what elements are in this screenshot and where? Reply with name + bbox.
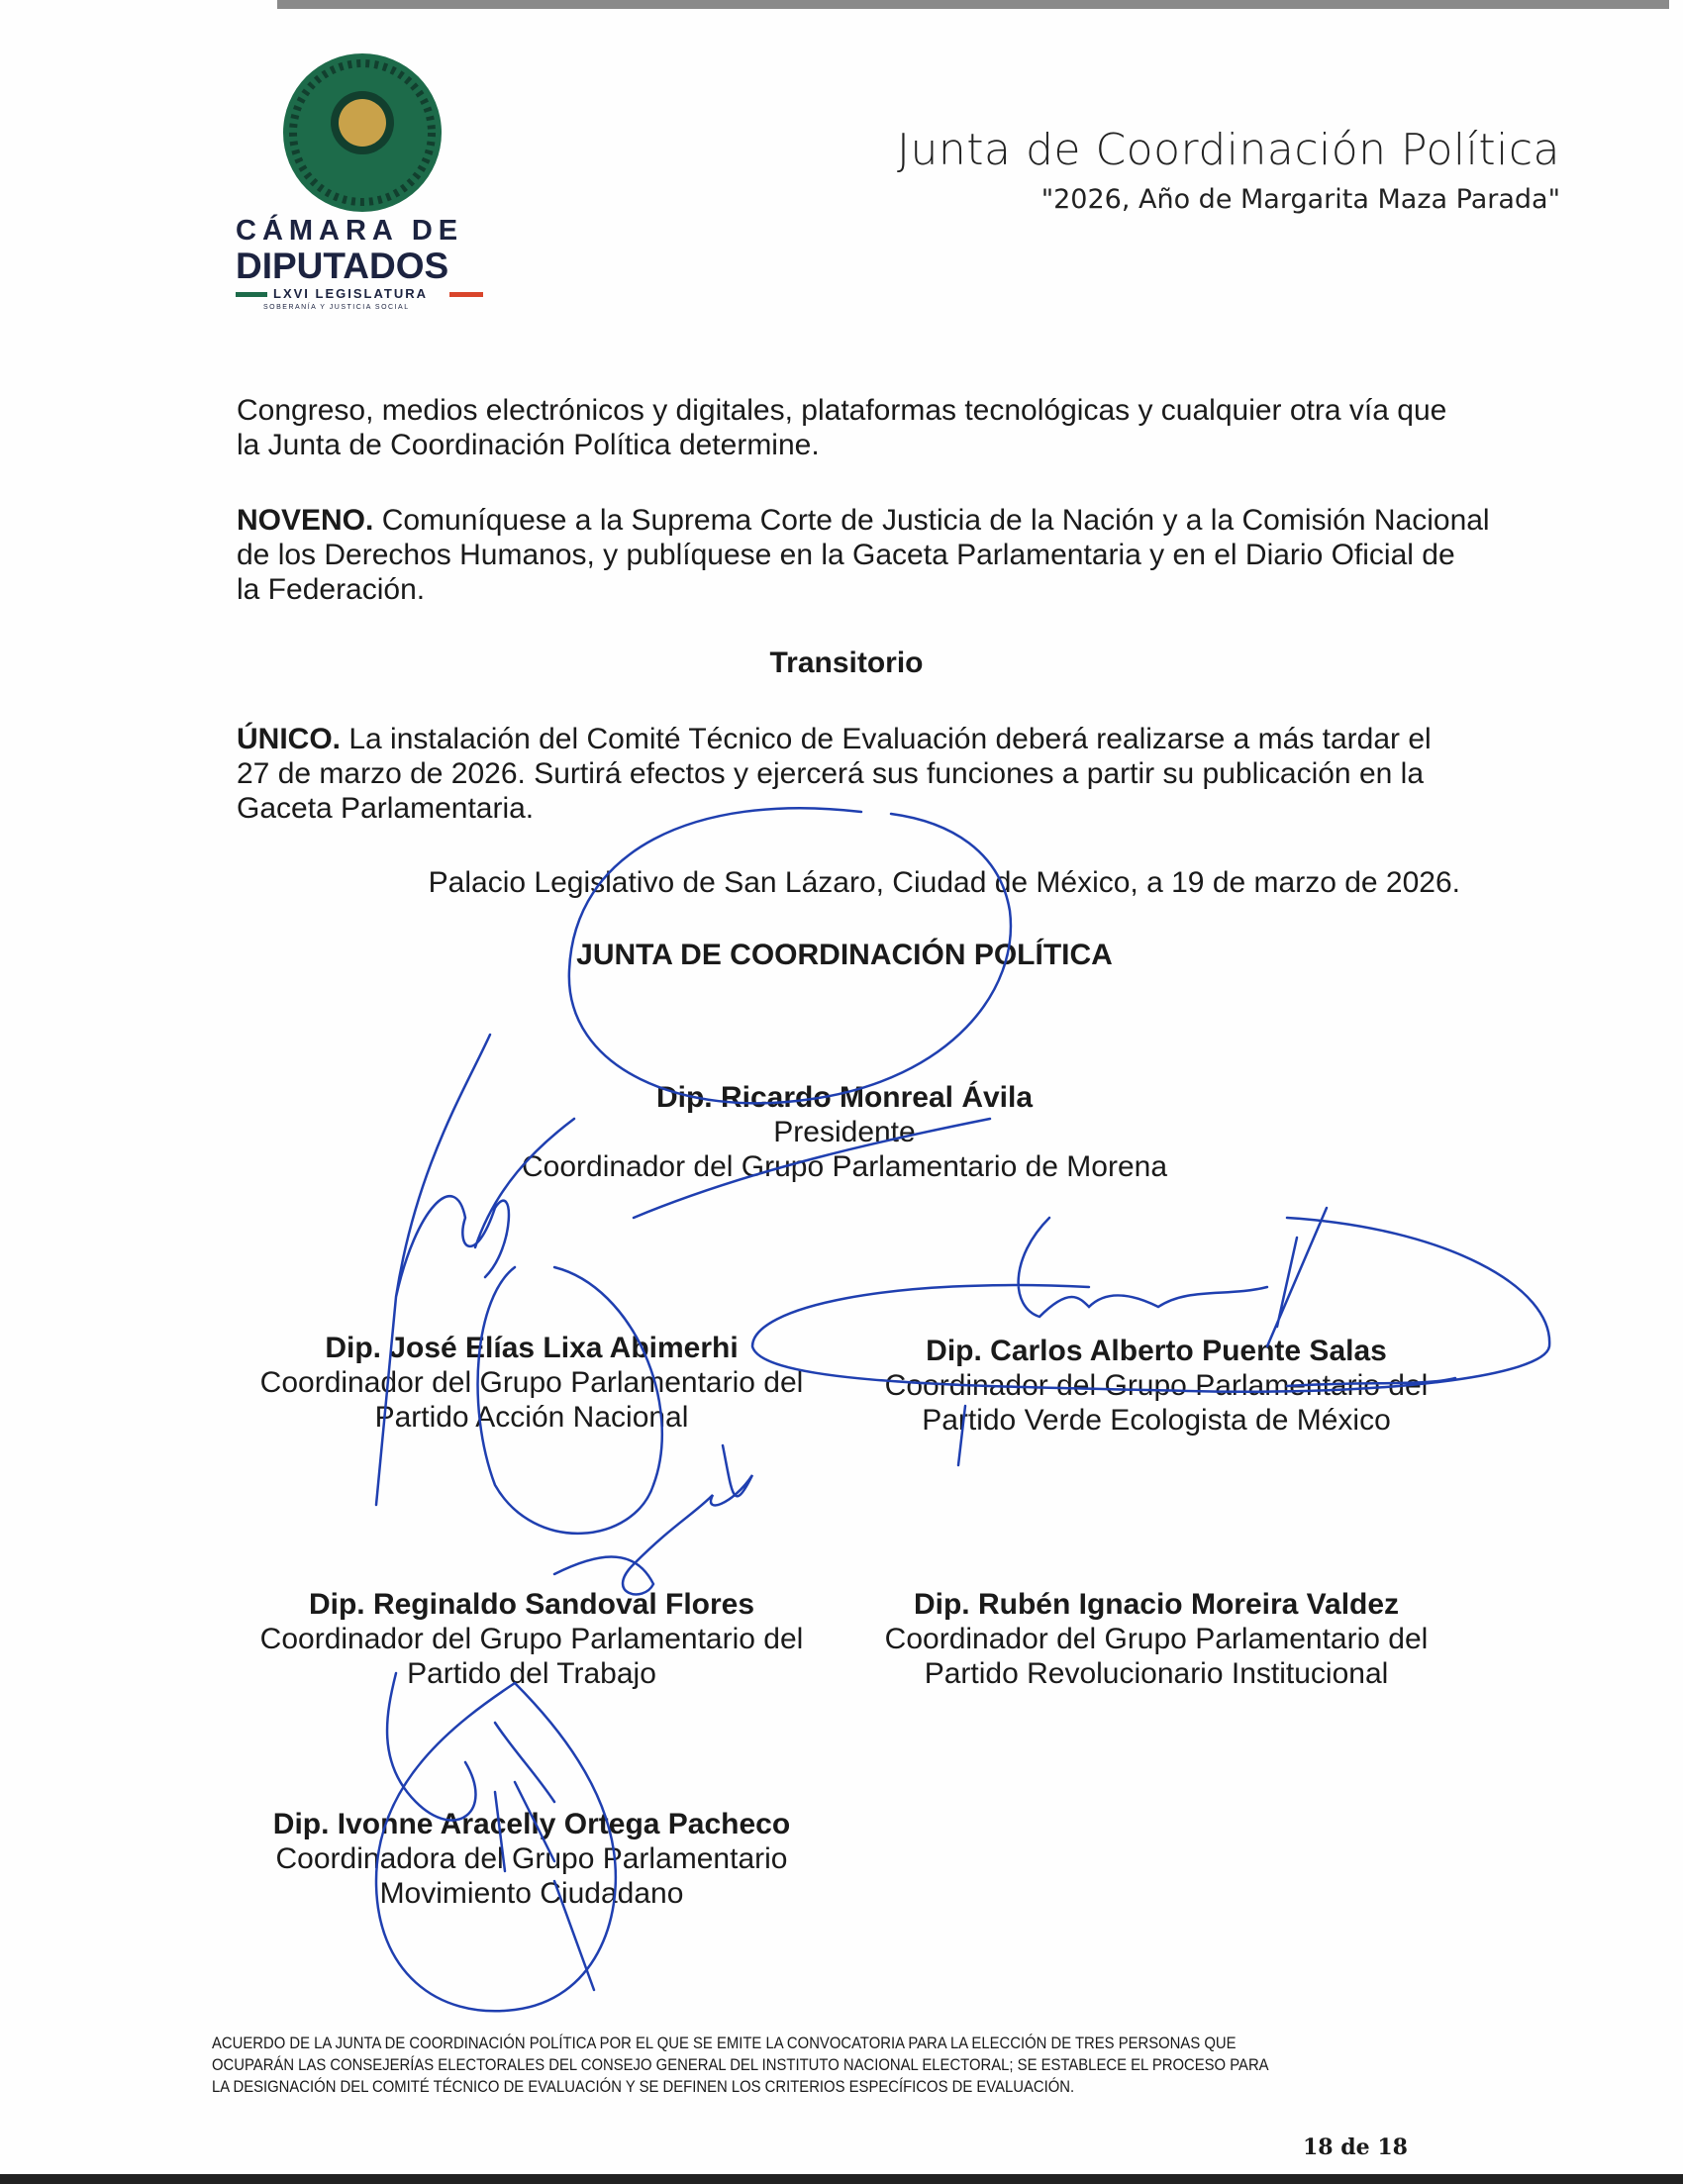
- page-number: 18 de 18: [1303, 2134, 1408, 2160]
- signatory-role: Coordinador del Grupo Parlamentario del: [884, 1369, 1429, 1402]
- signatory-puente: [885, 1334, 1429, 1438]
- signatory-name: Dip. Rubén Ignacio Moreira Valdez: [913, 1588, 1400, 1621]
- signatory-role: Partido Revolucionario Institucional: [924, 1657, 1389, 1690]
- footer-line: ACUERDO DE LA JUNTA DE COORDINACIÓN POLÍTICA POR EL QUE SE EMITE LA CONVOCATORIA PARA LA ELECCIÓN DE TRES PERSONAS QUE: [212, 2035, 1237, 2052]
- footer-line: LA DESIGNACIÓN DEL COMITÉ TÉCNICO DE EVALUACIÓN Y SE DEFINEN LOS CRITERIOS ESPECÍFICOS DE EVALUACIÓN.: [212, 2078, 1075, 2096]
- signatory-role: Coordinador del Grupo Parlamentario del: [259, 1366, 804, 1399]
- signatory-role: Presidente: [773, 1116, 916, 1148]
- signatory-role: Coordinador del Grupo Parlamentario del: [884, 1623, 1429, 1655]
- text-line: 27 de marzo de 2026. Surtirá efectos y ejercerá sus funciones a partir su publicación en la: [237, 757, 1425, 790]
- header-subtitle: "2026, Año de Margarita Maza Parada": [1040, 184, 1560, 215]
- logo-line3: LXVI LEGISLATURA: [273, 286, 428, 301]
- signatory-moreira: [885, 1587, 1429, 1691]
- flag-green-stripe: [236, 292, 267, 297]
- logo-line2: DIPUTADOS: [236, 246, 449, 286]
- signatory-role: Partido Verde Ecologista de México: [922, 1404, 1391, 1437]
- text-line: Congreso, medios electrónicos y digitales, plataformas tecnológicas y cualquier otra vía que: [237, 394, 1447, 427]
- unico-label: ÚNICO.: [237, 723, 341, 755]
- text-line: la Junta de Coordinación Política determine.: [237, 429, 820, 461]
- logo-line1: CÁMARA DE: [236, 215, 464, 247]
- text-line: Gaceta Parlamentaria.: [237, 792, 535, 825]
- coat-of-arms-emblem: [281, 51, 445, 215]
- header-title: Junta de Coordinación Política: [897, 125, 1560, 175]
- signatory-ortega: [273, 1807, 790, 1911]
- signatory-name: Dip. Ivonne Aracelly Ortega Pacheco: [272, 1808, 791, 1840]
- signatory-role: Partido Acción Nacional: [374, 1401, 689, 1434]
- signatory-role: Partido del Trabajo: [407, 1657, 656, 1690]
- signatory-role: Coordinador del Grupo Parlamentario de Morena: [521, 1150, 1168, 1183]
- flag-red-stripe: [449, 292, 483, 297]
- signatory-role: Coordinador del Grupo Parlamentario del: [259, 1623, 804, 1655]
- document-footer: [212, 2033, 1269, 2098]
- signature-sandoval: [554, 1445, 752, 1594]
- text-line: de los Derechos Humanos, y publíquese en la Gaceta Parlamentaria y en el Diario Oficial de: [237, 539, 1455, 571]
- scan-edge-bottom: [0, 2174, 1683, 2184]
- signatory-name: Dip. Ricardo Monreal Ávila: [655, 1081, 1034, 1114]
- signatory-name: Dip. Carlos Alberto Puente Salas: [926, 1335, 1387, 1367]
- signatory-monreal: [522, 1080, 1167, 1184]
- signatory-sandoval: [260, 1587, 804, 1691]
- signatory-name: Dip. José Elías Lixa Abimerhi: [325, 1332, 739, 1364]
- transitorio-heading: Transitorio: [769, 646, 924, 679]
- footer-line: OCUPARÁN LAS CONSEJERÍAS ELECTORALES DEL CONSEJO GENERAL DEL INSTITUTO NACIONAL ELECTORAL; SE ESTABLECE EL PROCESO PARA: [212, 2056, 1269, 2074]
- paragraph-noveno: [237, 503, 1490, 607]
- signatory-role: Coordinadora del Grupo Parlamentario: [275, 1842, 788, 1875]
- text-line: Comuníquese a la Suprema Corte de Justicia de la Nación y a la Comisión Nacional: [373, 504, 1490, 537]
- noveno-label: NOVENO.: [237, 504, 374, 537]
- text-line: La instalación del Comité Técnico de Evaluación deberá realizarse a más tardar el: [341, 723, 1432, 755]
- scan-edge-top: [277, 0, 1669, 9]
- signatory-name: Dip. Reginaldo Sandoval Flores: [308, 1588, 755, 1621]
- paragraph-unico: [237, 722, 1432, 826]
- place-date: Palacio Legislativo de San Lázaro, Ciudad de México, a 19 de marzo de 2026.: [428, 866, 1460, 899]
- signatory-lixa: [260, 1331, 804, 1435]
- junta-heading: JUNTA DE COORDINACIÓN POLÍTICA: [576, 939, 1113, 971]
- paragraph-continuation: [237, 393, 1446, 462]
- logo-line4: SOBERANÍA Y JUSTICIA SOCIAL: [263, 304, 410, 311]
- text-line: la Federación.: [237, 573, 426, 606]
- signatory-role: Movimiento Ciudadano: [379, 1877, 684, 1910]
